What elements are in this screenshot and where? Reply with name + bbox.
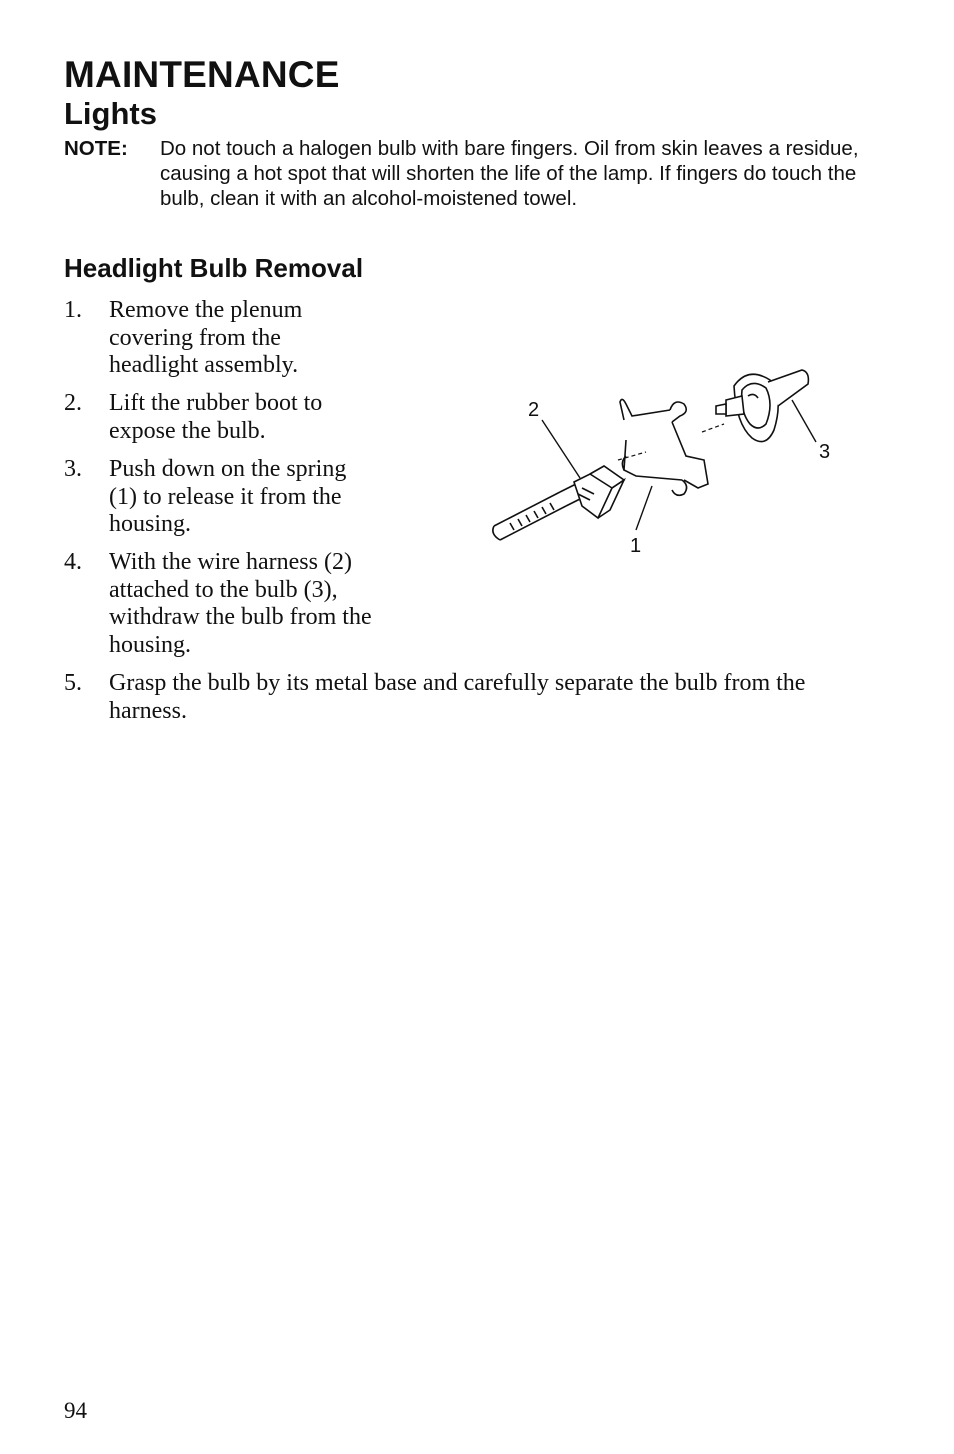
step-number: 4. (64, 549, 82, 575)
step-item (64, 670, 854, 725)
procedure-title: Headlight Bulb Removal (64, 253, 364, 283)
callout-label-3: 3 (819, 441, 831, 463)
step-item (64, 390, 364, 445)
subsection-title: Lights (64, 96, 157, 131)
step-text: Push down on the spring (1) to release it from the housing. (109, 456, 347, 537)
spring-clip (620, 399, 708, 495)
note-block (64, 136, 884, 211)
headlight-bulb-diagram (486, 358, 846, 558)
step-item (64, 549, 374, 659)
step-number: 5. (64, 670, 82, 696)
step-text: With the wire harness (2) attached to the bulb (3), withdraw the bulb from the housing. (109, 549, 372, 658)
step-item (64, 456, 364, 539)
note-text: Do not touch a halogen bulb with bare fingers. Oil from skin leaves a residue, causing a hot spot that will shorten the life of the lamp. If fingers do touch the bulb, clean it with an alcohol-moistened towel. (160, 137, 859, 210)
step-text: Remove the plenum covering from the headlight assembly. (109, 297, 303, 378)
step-item (64, 297, 364, 380)
note-label: NOTE: (64, 137, 128, 160)
step-number: 3. (64, 456, 82, 482)
step-text: Grasp the bulb by its metal base and carefully separate the bulb from the harness. (109, 670, 806, 724)
callout-label-2: 2 (528, 399, 540, 421)
alignment-line (618, 452, 646, 460)
step-number: 2. (64, 390, 82, 416)
step-number: 1. (64, 297, 82, 323)
section-title: MAINTENANCE (64, 54, 340, 95)
page-number: 94 (64, 1398, 87, 1423)
alignment-line (702, 424, 724, 432)
wire-harness (493, 466, 624, 540)
step-text: Lift the rubber boot to expose the bulb. (109, 390, 323, 444)
callout-label-1: 1 (630, 535, 642, 557)
